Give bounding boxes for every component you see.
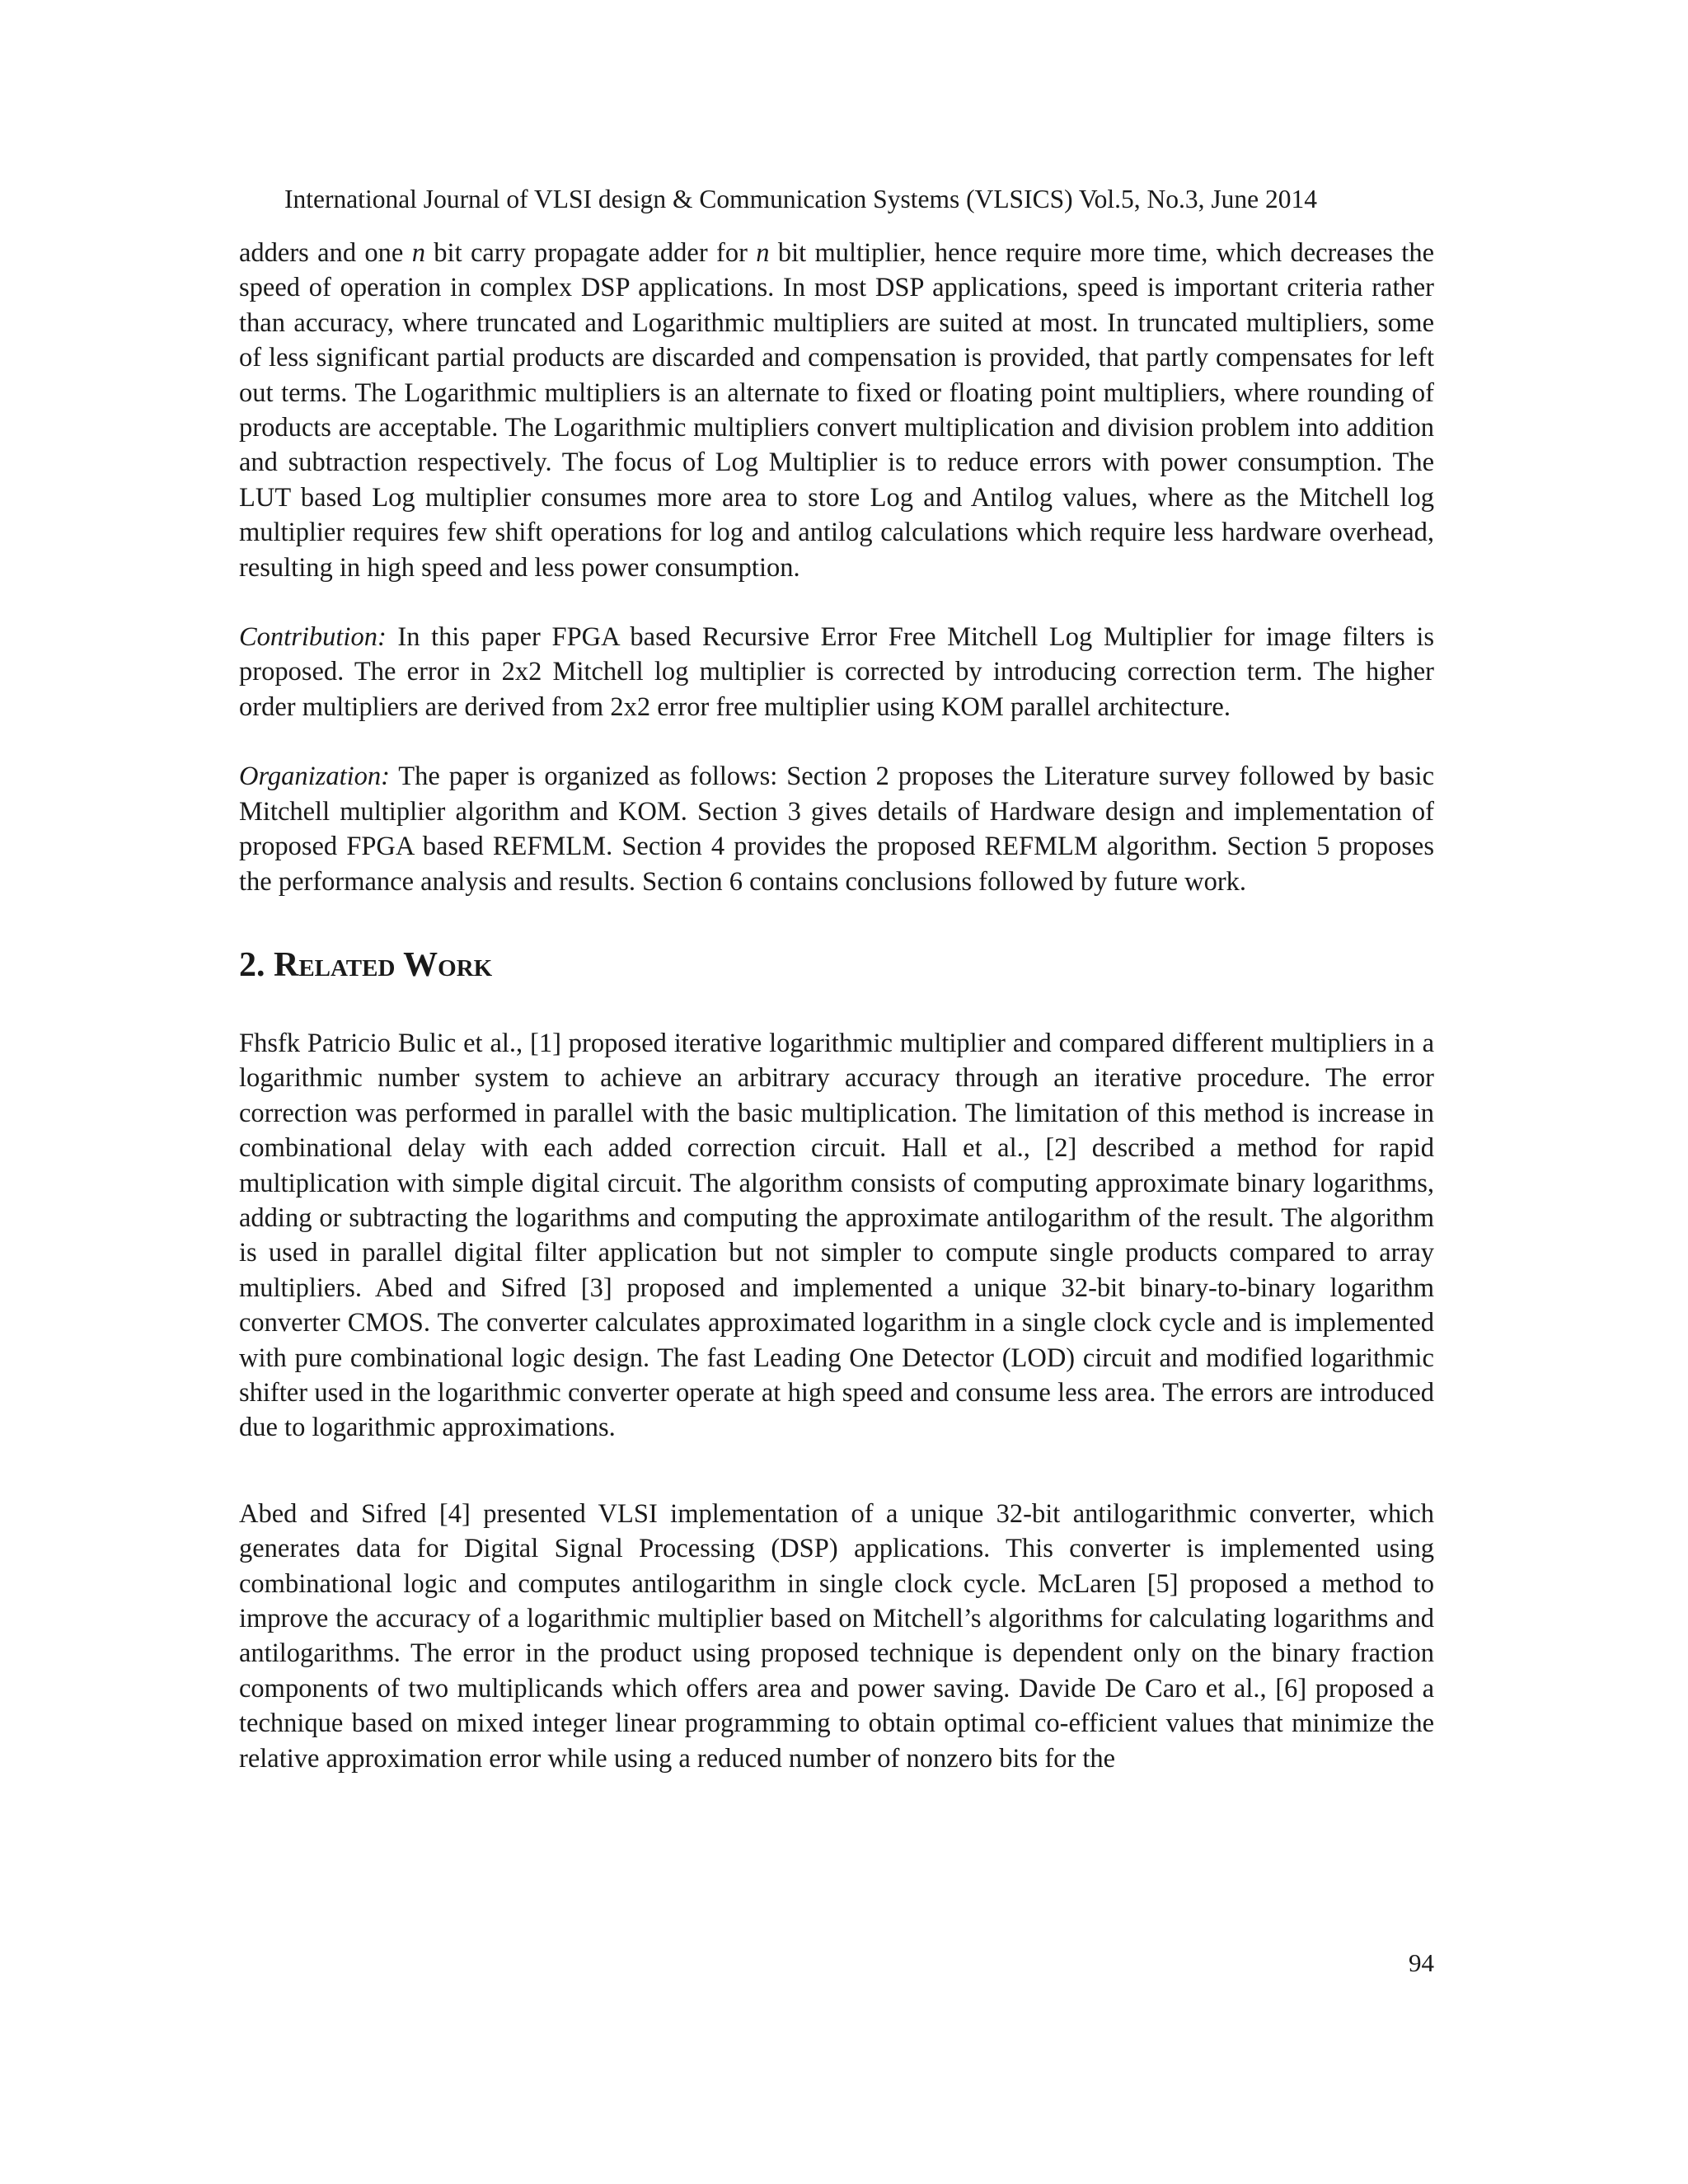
intro-paragraph (239, 236, 1434, 585)
page-number: 94 (1409, 1948, 1434, 1977)
running-header: International Journal of VLSI design & Communication Systems (VLSICS) Vol.5, No.3, June 2014 (284, 185, 1317, 213)
intro-text-3: bit multiplier, hence require more time, which decreases the speed of operation in complex DSP applications. In most DSP applications, speed is important criteria rather than accuracy, where truncated and Logarithmic multipliers are suited at most. In truncated multipliers, some of less significant partial products are discarded and compensation is provided, that partly compensates for left out terms. The Logarithmic multipliers is an alternate to fixed or floating point multipliers, where rounding of products are acceptable. The Logarithmic multipliers convert multiplication and division problem into addition and subtraction respectively. The focus of Log Multiplier is to reduce errors with power consumption. The LUT based Log multiplier consumes more area to store Log and Antilog values, where as the Mitchell log multiplier requires few shift operations for log and antilog calculations which require less hardware overhead, resulting in high speed and less power consumption. (239, 238, 1434, 583)
intro-text-1: adders and one (239, 238, 412, 268)
contribution-paragraph (239, 620, 1434, 724)
intro-text-2: bit carry propagate adder for (424, 238, 757, 268)
contribution-text: In this paper FPGA based Recursive Error Free Mitchell Log Multiplier for image filters is proposed. The error in 2x2 Mitchell log multiplier is corrected by introducing correction term. The higher order multipliers are derived from 2x2 error free multiplier using KOM parallel architecture. (239, 622, 1434, 722)
variable-n: n (411, 238, 425, 268)
organization-paragraph (239, 759, 1434, 899)
section-heading: 2. Related Work (239, 945, 493, 984)
organization-text: The paper is organized as follows: Section 2 proposes the Literature survey followed by basic Mitchell multiplier algorithm and KOM. Section 3 gives details of Hardware design and implementation of proposed FPGA based REFMLM. Section 4 provides the proposed REFMLM algorithm. Section 5 proposes the performance analysis and results. Section 6 contains conclusions followed by future work. (239, 762, 1434, 897)
related-work-paragraph-1: Fhsfk Patricio Bulic et al., [1] proposed iterative logarithmic multiplier and compared different multipliers in a logarithmic number system to achieve an arbitrary accuracy through an iterative procedure. The error correction was performed in parallel with the basic multiplication. The limitation of this method is increase in combinational delay with each added correction circuit. Hall et al., [2] described a method for rapid multiplication with simple digital circuit. The algorithm consists of computing approximate binary logarithms, adding or subtracting the logarithms and computing the approximate antilogarithm of the result. The algorithm is used in parallel digital filter application but not simpler to compute single products compared to array multipliers. Abed and Sifred [3] proposed and implemented a unique 32-bit binary-to-binary logarithm converter CMOS. The converter calculates approximated logarithm in a single clock cycle and is implemented with pure combinational logic design. The fast Leading One Detector (LOD) circuit and modified logarithmic shifter used in the logarithmic converter operate at high speed and consume less area. The errors are introduced due to logarithmic approximations. (239, 1028, 1434, 1443)
variable-n: n (756, 238, 770, 268)
organization-label: Organization: (239, 762, 390, 792)
related-work-paragraph-2: Abed and Sifred [4] presented VLSI implementation of a unique 32-bit antilogarithmic converter, which generates data for Digital Signal Processing (DSP) applications. This converter is implemented using combinational logic and computes antilogarithm in single clock cycle. McLaren [5] proposed a method to improve the accuracy of a logarithmic multiplier based on Mitchell’s algorithms for calculating logarithms and antilogarithms. The error in the product using proposed technique is dependent only on the binary fraction components of two multiplicands which offers area and power saving. Davide De Caro et al., [6] proposed a technique based on mixed integer linear programming to obtain optimal co-efficient values that minimize the relative approximation error while using a reduced number of nonzero bits for the (239, 1498, 1434, 1774)
body-column (239, 236, 1434, 1776)
contribution-label: Contribution: (239, 622, 387, 653)
